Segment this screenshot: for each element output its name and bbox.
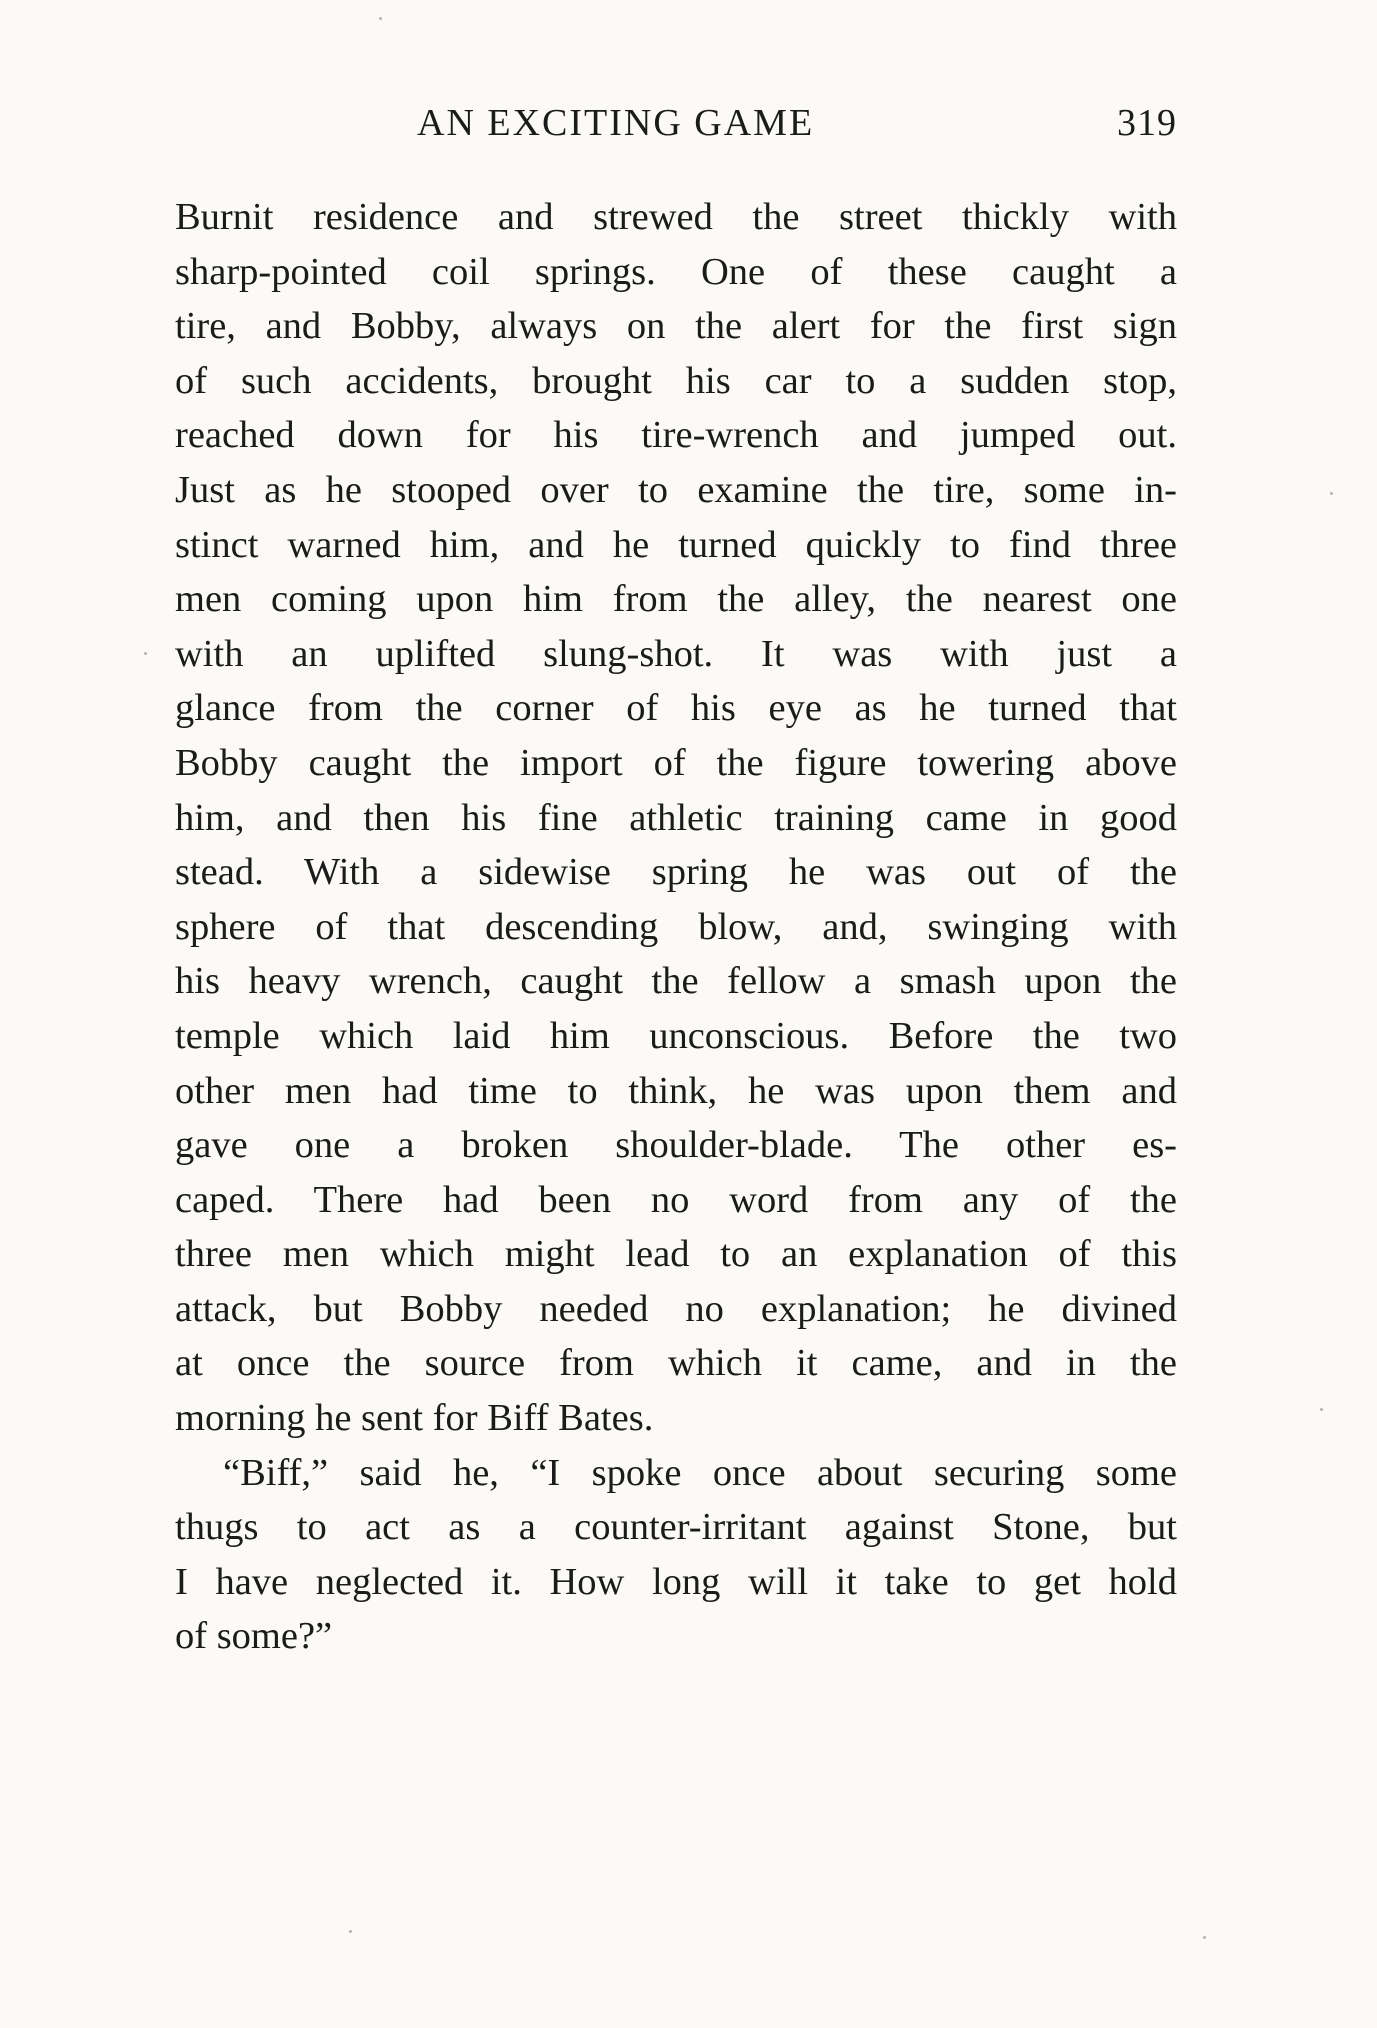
text-line: of such accidents, brought his car to a sudden stop, [175,359,1177,402]
text-line: sphere of that descending blow, and, swinging with [175,905,1177,948]
text-line: of some?” [175,1615,333,1658]
text-line: glance from the corner of his eye as he turned that [175,687,1177,730]
paper-speck [144,652,147,655]
text-line: morning he sent for Biff Bates. [175,1397,654,1440]
text-line: stinct warned him, and he turned quickly to find three [175,523,1177,566]
text-line: gave one a broken shoulder-blade. The other es- [175,1124,1177,1167]
text-line: reached down for his tire-wrench and jumped out. [175,414,1177,457]
text-line: sharp-pointed coil springs. One of these caught a [175,250,1177,293]
text-line: attack, but Bobby needed no explanation; he divined [175,1287,1177,1330]
paper-speck [379,17,382,20]
text-line: “Biff,” said he, “I spoke once about securing some [223,1451,1177,1494]
paper-speck [1320,1408,1323,1411]
page-number: 319 [1117,102,1177,144]
text-line: temple which laid him unconscious. Before the two [175,1014,1177,1057]
text-line: his heavy wrench, caught the fellow a smash upon the [175,960,1177,1003]
text-line: I have neglected it. How long will it take to get hold [175,1560,1177,1603]
running-title: AN EXCITING GAME [417,102,815,144]
paper-speck [349,1930,352,1933]
paper-speck [1330,492,1333,495]
text-line: tire, and Bobby, always on the alert for the first sign [175,305,1177,348]
text-line: stead. With a sidewise spring he was out of the [175,851,1177,894]
paper-speck [1203,1936,1206,1939]
text-line: thugs to act as a counter-irritant against Stone, but [175,1506,1177,1549]
text-line: with an uplifted slung-shot. It was with just a [175,632,1177,675]
text-line: men coming upon him from the alley, the nearest one [175,578,1177,621]
running-head [175,98,1177,148]
text-line: caped. There had been no word from any of the [175,1178,1177,1221]
text-line: Just as he stooped over to examine the tire, some in- [175,468,1177,511]
text-line: Burnit residence and strewed the street thickly with [175,196,1177,238]
text-line: Bobby caught the import of the figure towering above [175,741,1177,784]
text-line: other men had time to think, he was upon them and [175,1069,1177,1112]
body-text [175,190,1177,1664]
text-line: three men which might lead to an explanation of this [175,1233,1177,1276]
text-line: at once the source from which it came, and in the [175,1342,1177,1385]
text-line: him, and then his fine athletic training came in good [175,796,1177,839]
